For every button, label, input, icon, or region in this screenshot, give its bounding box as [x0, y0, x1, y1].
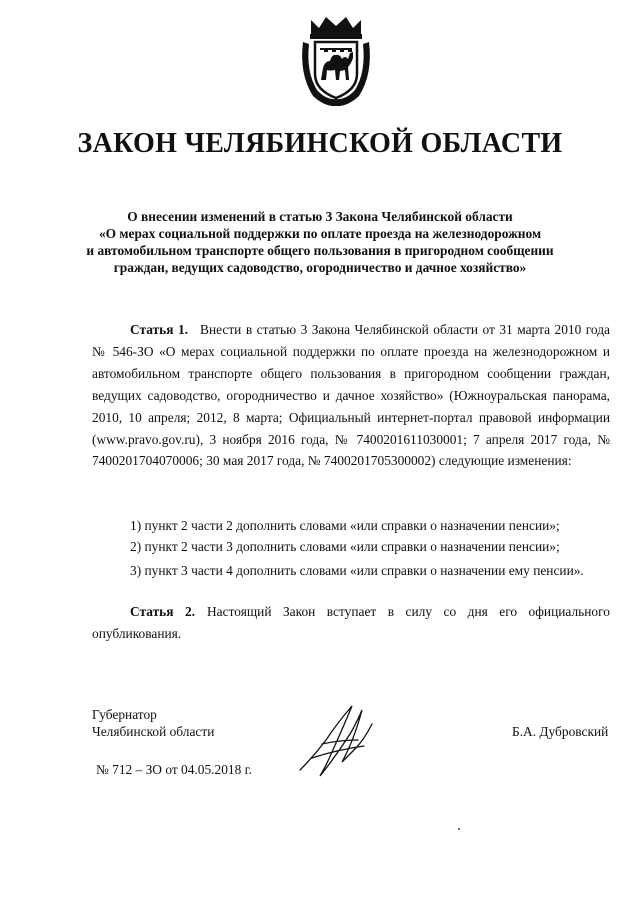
amendment-item: 3) пункт 3 части 4 дополнить словами «или справки о назначении ему пенсии». [130, 563, 584, 578]
article-1 [92, 319, 610, 472]
subtitle-line: «О мерах социальной поддержки по оплате проезда на железнодорожном [98, 226, 542, 241]
governor-name: Б.А. Дубровский [512, 724, 609, 739]
law-number: № 712 – ЗО от 04.05.2018 г. [96, 762, 252, 777]
amendment-item: 2) пункт 2 части 3 дополнить словами «или справки о назначении пенсии»; [130, 539, 560, 554]
governor-title-line: Губернатор [92, 707, 157, 722]
subtitle-line: граждан, ведущих садоводство, огородничество и дачное хозяйство» [113, 260, 527, 275]
coat-of-arms-icon [299, 14, 373, 108]
governor-title-line: Челябинской области [92, 724, 215, 739]
scan-speck [458, 828, 460, 830]
document-title: ЗАКОН ЧЕЛЯБИНСКОЙ ОБЛАСТИ [77, 128, 563, 159]
article-1-label: Статья 1. [130, 322, 189, 337]
subtitle-line: О внесении изменений в статью 3 Закона Челябинской области [127, 209, 513, 224]
article-2 [92, 601, 610, 645]
signature-icon [292, 700, 382, 780]
article-2-label: Статья 2. [130, 604, 196, 619]
article-2-text: Настоящий Закон вступает в силу со дня его официального опубликования. [92, 604, 610, 641]
article-1-text: Внести в статью 3 Закона Челябинской области от 31 марта 2010 года № 546-ЗО «О мерах социальной поддержки по оплате проезда на железнодорожном и автомобильном транспорте общего пользования в пригородном сообщении граждан, ведущих садоводство, огородничество и дачное хозяйство» (Южноуральская панорама, 2010, 10 апреля; 2012, 8 марта; Официальный интернет-портал правовой информации (www.pravo.gov.ru), 3 ноября 2016 года, № 7400201611030001; 7 апреля 2017 года, № 7400201704070006; 30 мая 2017 года, № 7400201705300002) следующие изменения: [92, 322, 610, 469]
document-subtitle [60, 208, 580, 276]
amendment-item: 1) пункт 2 части 2 дополнить словами «или справки о назначении пенсии»; [130, 518, 560, 533]
subtitle-line: и автомобильном транспорте общего пользования в пригородном сообщении [86, 243, 554, 258]
governor-title [92, 706, 214, 740]
